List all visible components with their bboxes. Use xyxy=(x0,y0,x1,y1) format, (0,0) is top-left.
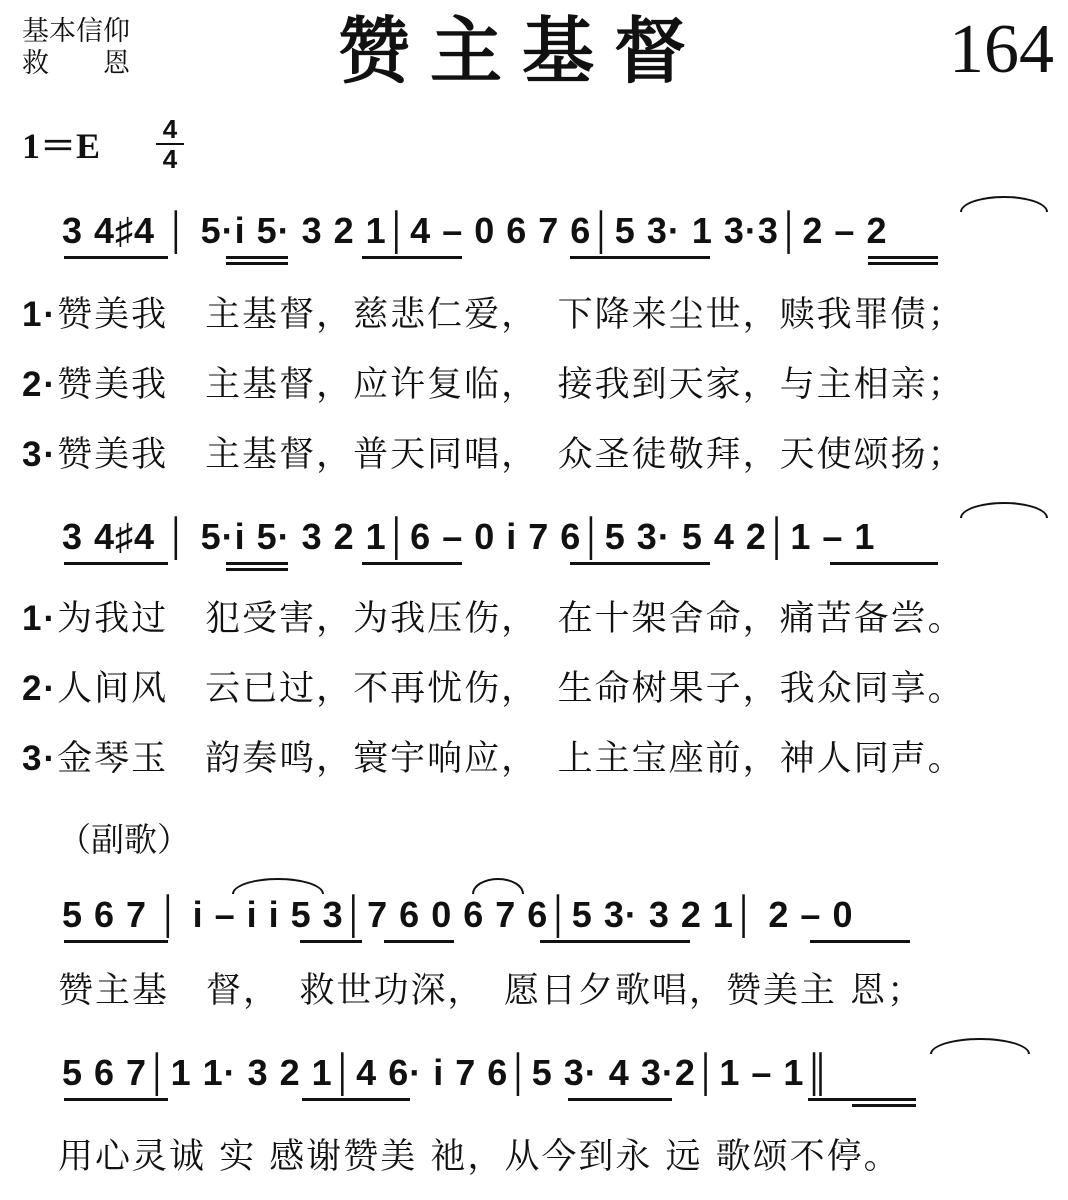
time-signature-top: 4 xyxy=(162,114,178,144)
category-label: 基本信仰 xyxy=(22,16,130,47)
lyric-line-v1-a xyxy=(22,292,965,338)
notation-row-4: 5 6 7│1 1· 3 2 1│4 6· i 7 6│5 3· 4 3·2│1 – 1║ xyxy=(62,1052,831,1093)
key-signature: 1＝E xyxy=(22,126,101,166)
lyric-text: 为我过 犯受害，为我压伤， 在十架舍命，痛苦备尝。 xyxy=(57,599,965,639)
lyric-line-v2-a xyxy=(22,362,965,408)
verse-number: 3· xyxy=(22,435,58,474)
verse-number: 1· xyxy=(22,599,58,638)
notation-row-2: 3 4♯4 │ 5·i 5· 3 2 1│6 – 0 i 7 6│5 3· 5 4 2│1 – 1 xyxy=(62,516,876,557)
chorus-lyric-line-1: 赞主基 督， 救世功深， 愿日夕歌唱，赞美主 恩； xyxy=(58,971,925,1011)
verse-number: 1· xyxy=(22,295,58,334)
lyric-text: 人间风 云已过，不再忧伤， 生命树果子，我众同享。 xyxy=(57,669,965,709)
verse-number: 2· xyxy=(22,365,58,404)
lyric-text: 赞美我 主基督，普天同唱， 众圣徒敬拜，天使颂扬； xyxy=(57,435,965,475)
lyric-line-v3-a xyxy=(22,432,965,478)
notation-row-3: 5 6 7 │ i – i i 5 3│7 6 0 6 7 6│5 3· 3 2 1│ 2 – 0 xyxy=(62,894,854,935)
hymn-title: 赞主基督 xyxy=(338,8,707,93)
lyric-text: 赞美我 主基督，应许复临， 接我到天家，与主相亲； xyxy=(57,365,965,405)
chorus-lyric-line-2: 用心灵诚 实 感谢赞美 祂，从今到永 远 歌颂不停。 xyxy=(58,1137,901,1177)
subcategory-char-1: 救 xyxy=(22,48,49,79)
lyric-line-v2-b xyxy=(22,666,965,712)
notation-row-1: 3 4♯4 │ 5·i 5· 3 2 1│4 – 0 6 7 6│5 3· 1 3·3│2 – 2 xyxy=(62,210,888,251)
lyric-line-v1-b xyxy=(22,596,965,642)
lyric-line-v3-b xyxy=(22,736,965,782)
verse-number: 3· xyxy=(22,739,58,778)
chorus-label: （副歌） xyxy=(58,820,190,859)
subcategory-char-2: 恩 xyxy=(103,48,130,79)
time-signature xyxy=(156,116,184,172)
lyric-text: 赞美我 主基督，慈悲仁爱， 下降来尘世，赎我罪债； xyxy=(57,295,965,335)
time-signature-bottom: 4 xyxy=(162,144,178,174)
verse-number: 2· xyxy=(22,669,58,708)
lyric-text: 金琴玉 韵奏鸣，寰宇响应， 上主宝座前，神人同声。 xyxy=(57,739,965,779)
hymn-number: 164 xyxy=(949,11,1054,88)
